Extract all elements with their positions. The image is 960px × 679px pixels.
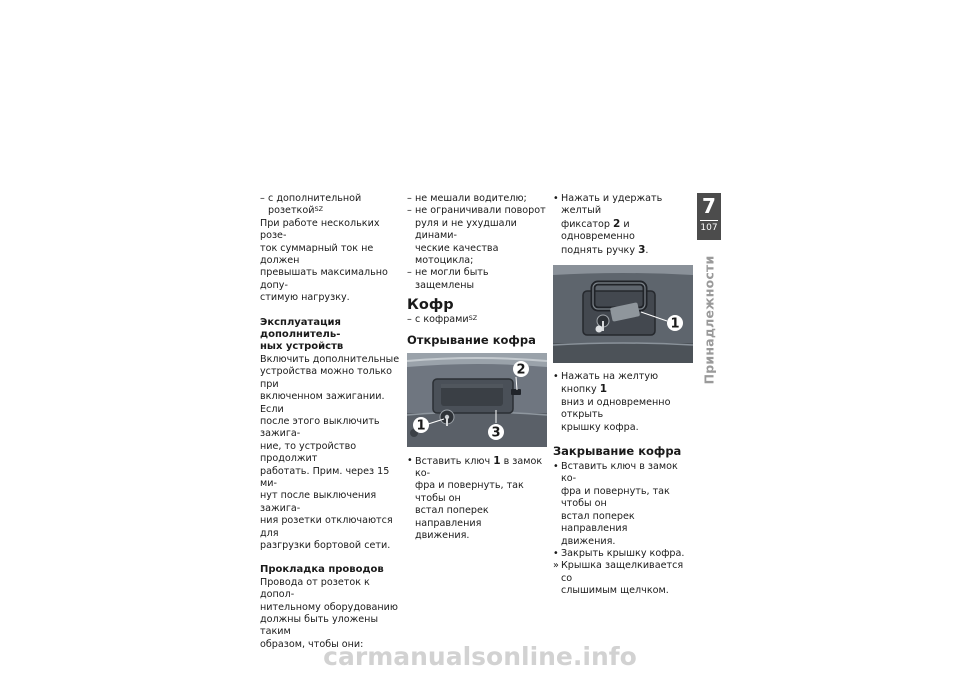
column-middle bbox=[407, 193, 547, 543]
case-lock-photo bbox=[407, 353, 547, 447]
result-item: » Крышка защелкивается со слышимым щелчком. bbox=[553, 560, 684, 597]
heading-close-case: Закрывание кофра bbox=[553, 444, 682, 459]
paragraph-exploitation: Включить дополнительные устройства можно только при включенном зажигании. Если после этого выключить зажига- ние, то устройство продолжит работать. Прим. через 15 ми- нут после выключения зажига- ния розетки отключаются для разгрузки бортовой сети. bbox=[260, 353, 400, 551]
paragraph-wires: Провода от розеток к допол- нительному оборудованию должны быть уложены таким образом, чтобы они: bbox=[260, 576, 398, 650]
heading-case: Кофр bbox=[407, 297, 454, 314]
bullet-item: • Нажать и удержать желтый фиксатор 2 и одновременно поднять ручку 3. bbox=[553, 193, 663, 256]
chapter-title: Принадлежности bbox=[701, 255, 717, 385]
dash-item: – не могли быть защемлены bbox=[407, 267, 489, 291]
callout-2: 2 bbox=[516, 362, 526, 378]
sz-superscript: SZ bbox=[468, 314, 478, 323]
chapter-tab bbox=[697, 193, 721, 240]
column-left bbox=[260, 193, 400, 651]
chapter-divider bbox=[700, 220, 718, 221]
dash-item: – с дополнительной розеткой$^{SZ}$ bbox=[260, 193, 362, 217]
bullet-item: • Вставить ключ в замок ко- фра и повернуть, так чтобы он встал поперек направления движения. bbox=[553, 461, 678, 547]
bullet-item: • Вставить ключ 1 в замок ко- фра и повернуть, так чтобы он встал поперек направления движения. bbox=[407, 454, 543, 542]
watermark: carmanualsonline.info bbox=[323, 642, 637, 671]
case-button-photo bbox=[553, 265, 693, 363]
dash-marker: – bbox=[260, 193, 265, 204]
callout-1: 1 bbox=[416, 418, 426, 434]
chapter-number: 7 bbox=[702, 194, 716, 218]
page-number: 107 bbox=[700, 223, 718, 233]
column-right bbox=[553, 193, 693, 598]
dash-item: – не мешали водителю; bbox=[407, 193, 527, 204]
callout-3: 3 bbox=[491, 425, 501, 441]
heading-wires: Прокладка проводов bbox=[260, 564, 384, 576]
sz-superscript: SZ bbox=[314, 205, 324, 214]
callout-1: 1 bbox=[670, 316, 680, 332]
dash-item: – не ограничивали поворот руля и не ухудшали динами- ческие качества мотоцикла; bbox=[407, 205, 546, 267]
paragraph-load: При работе нескольких розе- ток суммарный ток не должен превышать максимально допу- стимую нагрузку. bbox=[260, 217, 388, 304]
bullet-item: • Нажать на желтую кнопку 1 вниз и одновременно открыть крышку кофра. bbox=[553, 371, 671, 433]
dash-item: – с кофрами$^{SZ}$ bbox=[407, 314, 478, 326]
bullet-item: • Закрыть крышку кофра. bbox=[553, 547, 685, 559]
heading-open-case: Открывание кофра bbox=[407, 332, 536, 347]
heading-exploitation: Эксплуатация дополнитель- ных устройств bbox=[260, 316, 344, 353]
